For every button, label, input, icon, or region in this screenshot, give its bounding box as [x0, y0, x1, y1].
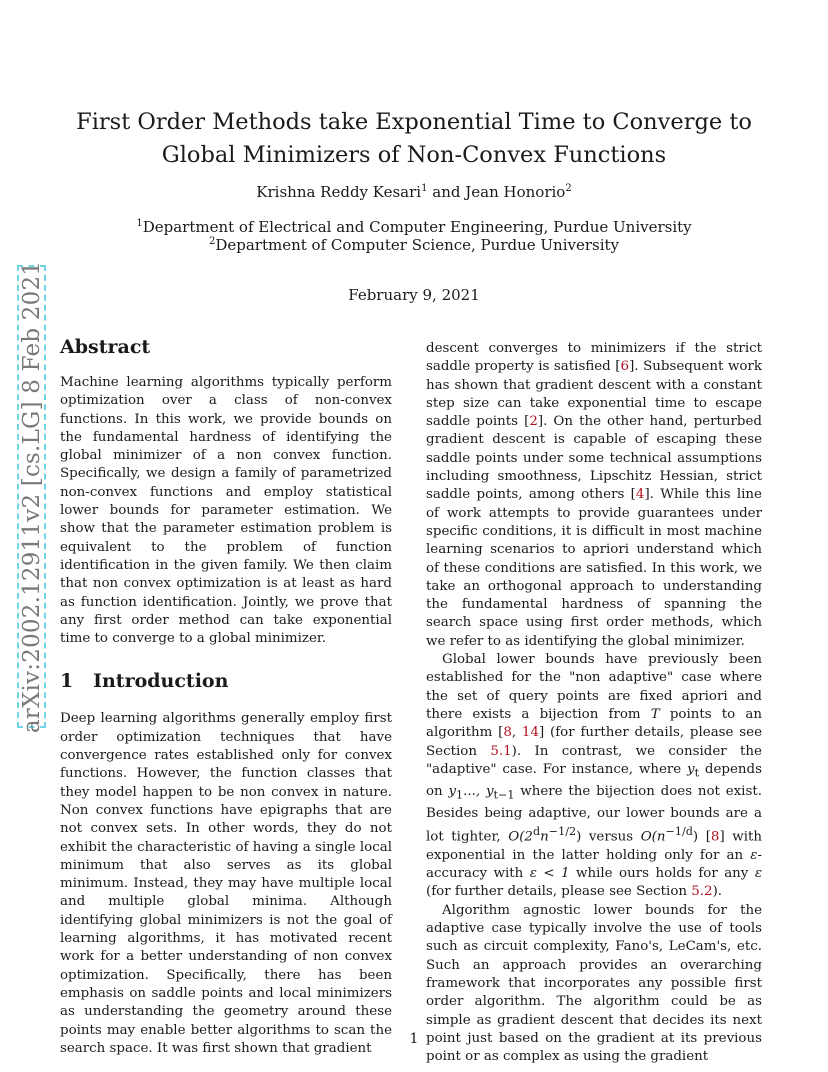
section-link[interactable]: 5.2: [691, 884, 713, 900]
introduction-heading: [60, 670, 392, 692]
citation-link[interactable]: 4: [635, 487, 645, 503]
paper-date: February 9, 2021: [348, 286, 480, 304]
author-1: Krishna Reddy Kesari: [256, 183, 422, 201]
intro-paragraph-3: Global lower bounds have previously been established for the "non adaptive" case where the set of query points are fixed apriori and there exists a bijection from T points to an algorithm [8, 14] (for further details, please see Section 5.1). In contrast, we consider the "adaptive" case. For instance, where $y_t$ depends on $y_1$..., $y_{t-1}$ where the bijection does not exist. Besides being adaptive, our lower bounds are a lot tighter, $O(2^dn^{-1/2})$ versus $O(n^{-1/d})$ [8] with exponential in the latter holding only for an ε-accuracy with ε < 1 while ours holds for any ε (for further details, please see Section 5.2).: [426, 652, 762, 900]
page-number: 1: [409, 1031, 419, 1047]
affiliation-1: [60, 218, 768, 236]
affiliation-1-text: Department of Electrical and Computer Engineering, Purdue University: [142, 218, 692, 236]
arxiv-stamp[interactable]: [17, 260, 46, 733]
left-column: [60, 336, 392, 1058]
section-link[interactable]: 5.1: [490, 743, 512, 759]
author-2: Jean Honorio: [465, 183, 566, 201]
affiliation-2-mark: 2: [208, 236, 216, 247]
affiliation-2-text: Department of Computer Science, Purdue University: [215, 236, 620, 254]
arxiv-stamp-text: arXiv:2002.12911v2 [cs.LG] 8 Feb 2021: [18, 260, 45, 733]
authors-line: [60, 183, 768, 201]
author-2-mark: 2: [565, 183, 572, 194]
citation-link[interactable]: 8: [710, 829, 720, 845]
citation-link[interactable]: 14: [521, 725, 539, 741]
paper-title: First Order Methods take Exponential Time to Converge to Global Minimizers of Non-Convex Functions: [76, 109, 752, 168]
intro-paragraph-4: Algorithm agnostic lower bounds for the adaptive case typically involve the use of tools such as circuit complexity, Fano's, LeCam's, etc. Such an approach provides an overarching framework that incorporates any possible first order algorithm. The algorithm could be as simple as gradient descent that decides its next point just based on the gradient at its previous point or as complex as using the gradient: [426, 902, 762, 1065]
affiliation-2: [60, 236, 768, 254]
author-conjunction: and: [432, 183, 461, 201]
citation-link[interactable]: 2: [529, 414, 538, 430]
intro-paragraph-1: Deep learning algorithms generally employ first order optimization techniques that have convergence rates established only for convex functions. However, the function classes that they model happen to be non convex in nature. Non convex functions have epigraphs that are not convex sets. In other words, they do not exhibit the characteristic of having a single local minimum that also serves as its global minimum. Instead, they may have multiple local and multiple global minima. Although identifying global minimizers is not the goal of learning algorithms, it has motivated recent work for a better understanding of non convex optimization. Specifically, there has been emphasis on saddle points and local minimizers as understanding the geometry around these points may enable better algorithms to scan the search space. It was first shown that gradient: [60, 711, 392, 1056]
intro-paragraph-2: descent converges to minimizers if the strict saddle property is satisfied [6]. Subsequent work has shown that gradient descent with a constant step size can take exponential time to escape saddle points [2]. On the other hand, perturbed gradient descent is capable of escaping these saddle points under some technical assumptions including smoothness, Lipschitz Hessian, strict saddle points, among others [4]. While this line of work attempts to provide guarantees under specific conditions, it is difficult in most machine learning scenarios to apriori understand which of these conditions are satisfied. In this work, we take an orthogonal approach to understanding the fundamental hardness of spanning the search space using first order methods, which we refer to as identifying the global minimizer.: [426, 341, 762, 649]
abstract-heading: Abstract: [60, 336, 151, 358]
section-number: 1: [60, 670, 74, 693]
citation-link[interactable]: 8: [503, 725, 512, 741]
author-1-mark: 1: [421, 183, 428, 194]
right-column: [426, 340, 762, 1066]
section-title: Introduction: [93, 670, 229, 693]
citation-link[interactable]: 6: [620, 359, 630, 375]
affiliation-1-mark: 1: [136, 218, 143, 229]
abstract-text: Machine learning algorithms typically perform optimization over a class of non-convex functions. In this work, we provide bounds on the fundamental hardness of identifying the global minimizer of a non convex function. Specifically, we design a family of parametrized non-convex functions and employ statistical lower bounds for parameter estimation. We show that the parameter estimation problem is equivalent to the problem of function identification in the given family. We then claim that non convex optimization is at least as hard as function identification. Jointly, we prove that any first order method can take exponential time to converge to a global minimizer.: [60, 375, 392, 647]
